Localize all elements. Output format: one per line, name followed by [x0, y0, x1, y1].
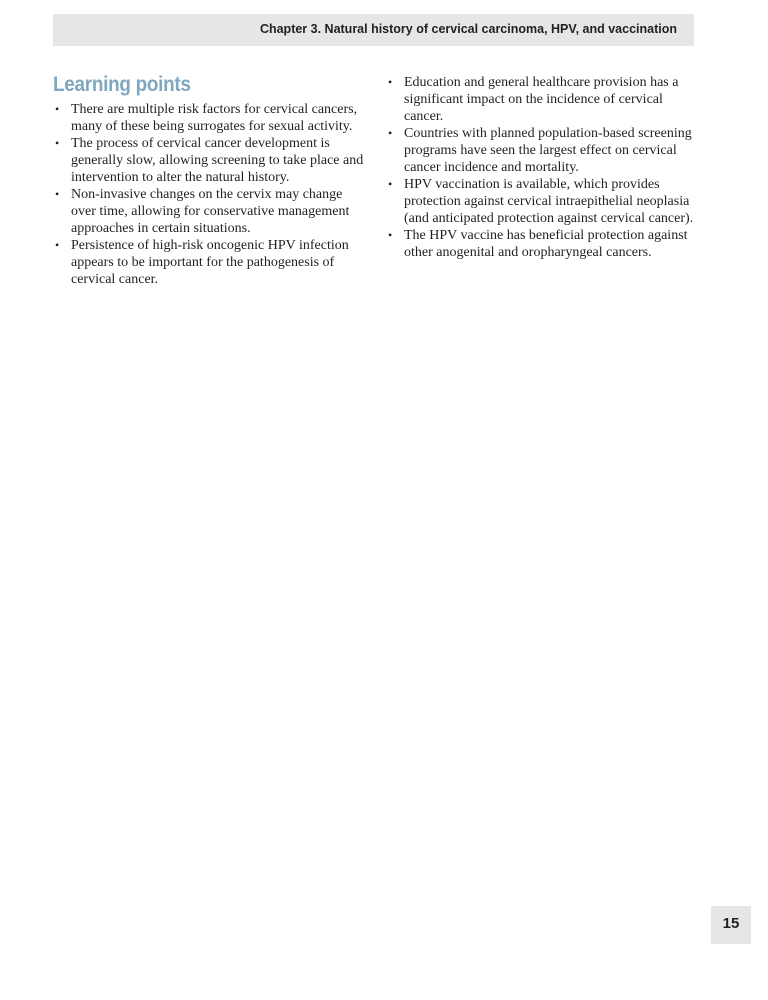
list-item — [386, 125, 698, 176]
bullet-icon: • — [55, 187, 60, 201]
list-item — [386, 227, 698, 261]
list-item-text: The HPV vaccine has beneficial protection against other anogenital and oropharyngeal cancers. — [404, 228, 688, 260]
list-item — [53, 101, 365, 135]
list-item-text: Non-invasive changes on the cervix may change over time, allowing for conservative management approaches in certain situations. — [71, 187, 350, 236]
learning-points-list-left — [53, 101, 365, 288]
page-number-box — [711, 906, 751, 944]
list-item — [386, 176, 698, 227]
left-column — [53, 101, 365, 288]
right-column — [386, 74, 698, 261]
bullet-icon: • — [55, 102, 60, 116]
list-item — [53, 237, 365, 288]
list-item-text: The process of cervical cancer development is generally slow, allowing screening to take place and intervention to alter the natural history. — [71, 136, 364, 185]
list-item-text: There are multiple risk factors for cervical cancers, many of these being surrogates for sexual activity. — [71, 102, 358, 134]
list-item-text: Countries with planned population-based screening programs have seen the largest effect on cervical cancer incidence and mortality. — [404, 126, 692, 175]
bullet-icon: • — [388, 126, 393, 140]
page-number: 15 — [722, 915, 740, 932]
running-header — [53, 14, 694, 46]
list-item — [386, 74, 698, 125]
list-item-text: Persistence of high-risk oncogenic HPV infection appears to be important for the pathogenesis of cervical cancer. — [71, 238, 349, 287]
section-title: Learning points — [53, 73, 191, 96]
list-item-text: Education and general healthcare provision has a significant impact on the incidence of cervical cancer. — [404, 75, 679, 124]
list-item — [53, 135, 365, 186]
running-header-title: Chapter 3. Natural history of cervical carcinoma, HPV, and vaccination — [259, 22, 677, 36]
bullet-icon: • — [388, 228, 393, 242]
bullet-icon: • — [388, 177, 393, 191]
bullet-icon: • — [55, 136, 60, 150]
list-item — [53, 186, 365, 237]
list-item-text: HPV vaccination is available, which provides protection against cervical intraepithelial neoplasia (and anticipated protection against cervical cancer). — [404, 177, 694, 226]
learning-points-list-right — [386, 74, 698, 261]
bullet-icon: • — [388, 75, 393, 89]
bullet-icon: • — [55, 238, 60, 252]
